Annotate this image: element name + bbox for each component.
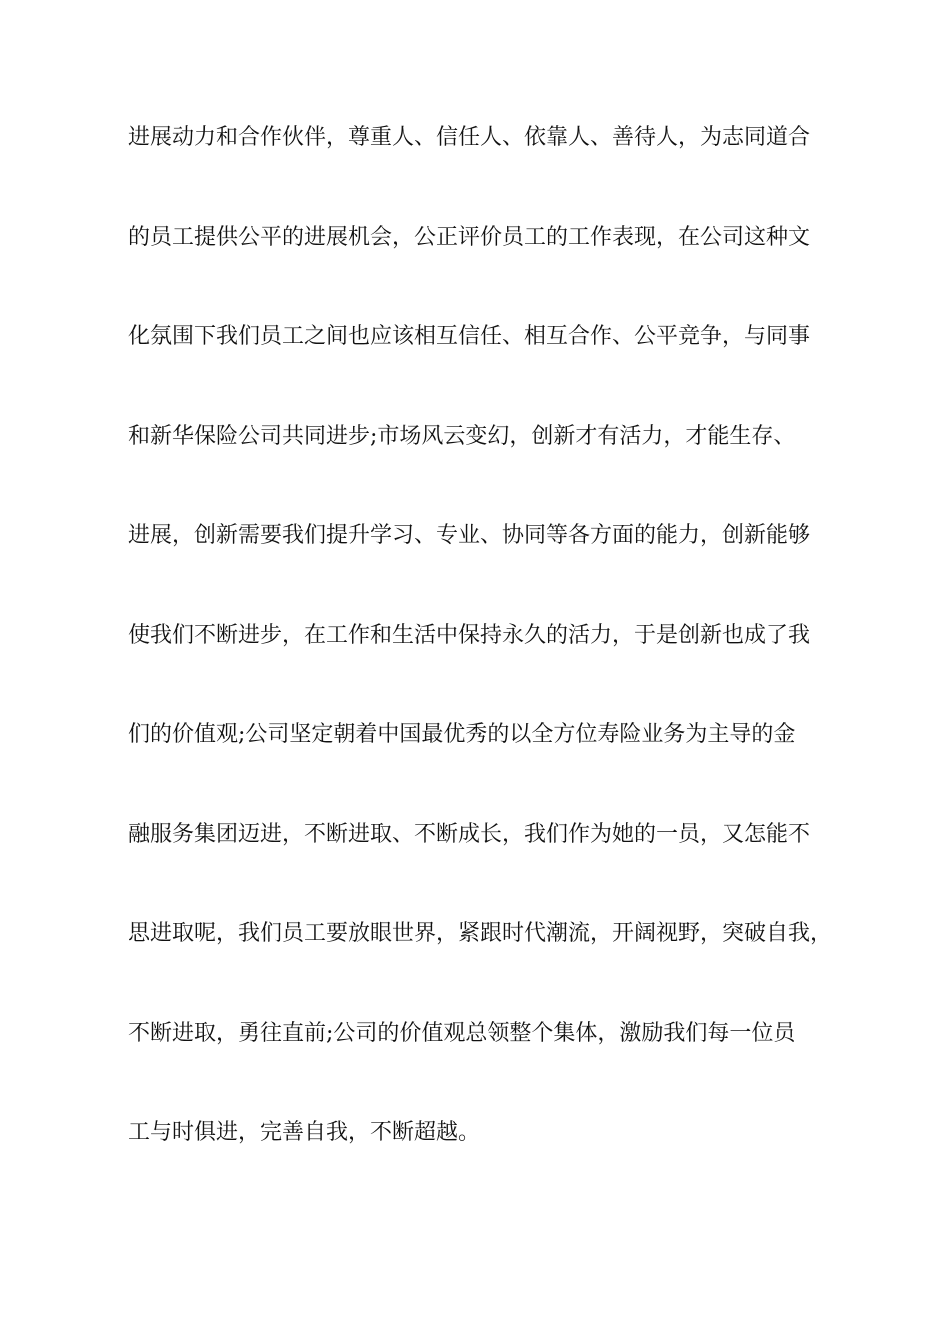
text-line: 进展动力和合作伙伴，尊重人、信任人、依靠人、善待人，为志同道合 <box>128 125 811 150</box>
text-line: 融服务集团迈进，不断进取、不断成长，我们作为她的一员，又怎能不 <box>128 821 811 847</box>
body-text <box>128 114 848 1209</box>
text-line: 不断进取，勇往直前;公司的价值观总领整个集体，激励我们每一位员 <box>128 1020 796 1046</box>
text-line: 进展，创新需要我们提升学习、专业、协同等各方面的能力，创新能够 <box>128 523 811 548</box>
text-line: 和新华保险公司共同进步;市场风云变幻，创新才有活力，才能生存、 <box>128 423 796 449</box>
text-line: 们的价值观;公司坚定朝着中国最优秀的以全方位寿险业务为主导的金 <box>128 722 796 747</box>
text-line: 化氛围下我们员工之间也应该相互信任、相互合作、公平竞争，与同事 <box>128 324 811 349</box>
text-line: 思进取呢，我们员工要放眼世界，紧跟时代潮流，开阔视野，突破自我， <box>128 921 833 946</box>
text-line: 使我们不断进步，在工作和生活中保持永久的活力，于是创新也成了我 <box>128 622 811 648</box>
text-line: 的员工提供公平的进展机会，公正评价员工的工作表现，在公司这种文 <box>128 224 811 250</box>
text-line: 工与时俱进，完善自我，不断超越。 <box>128 1120 481 1145</box>
